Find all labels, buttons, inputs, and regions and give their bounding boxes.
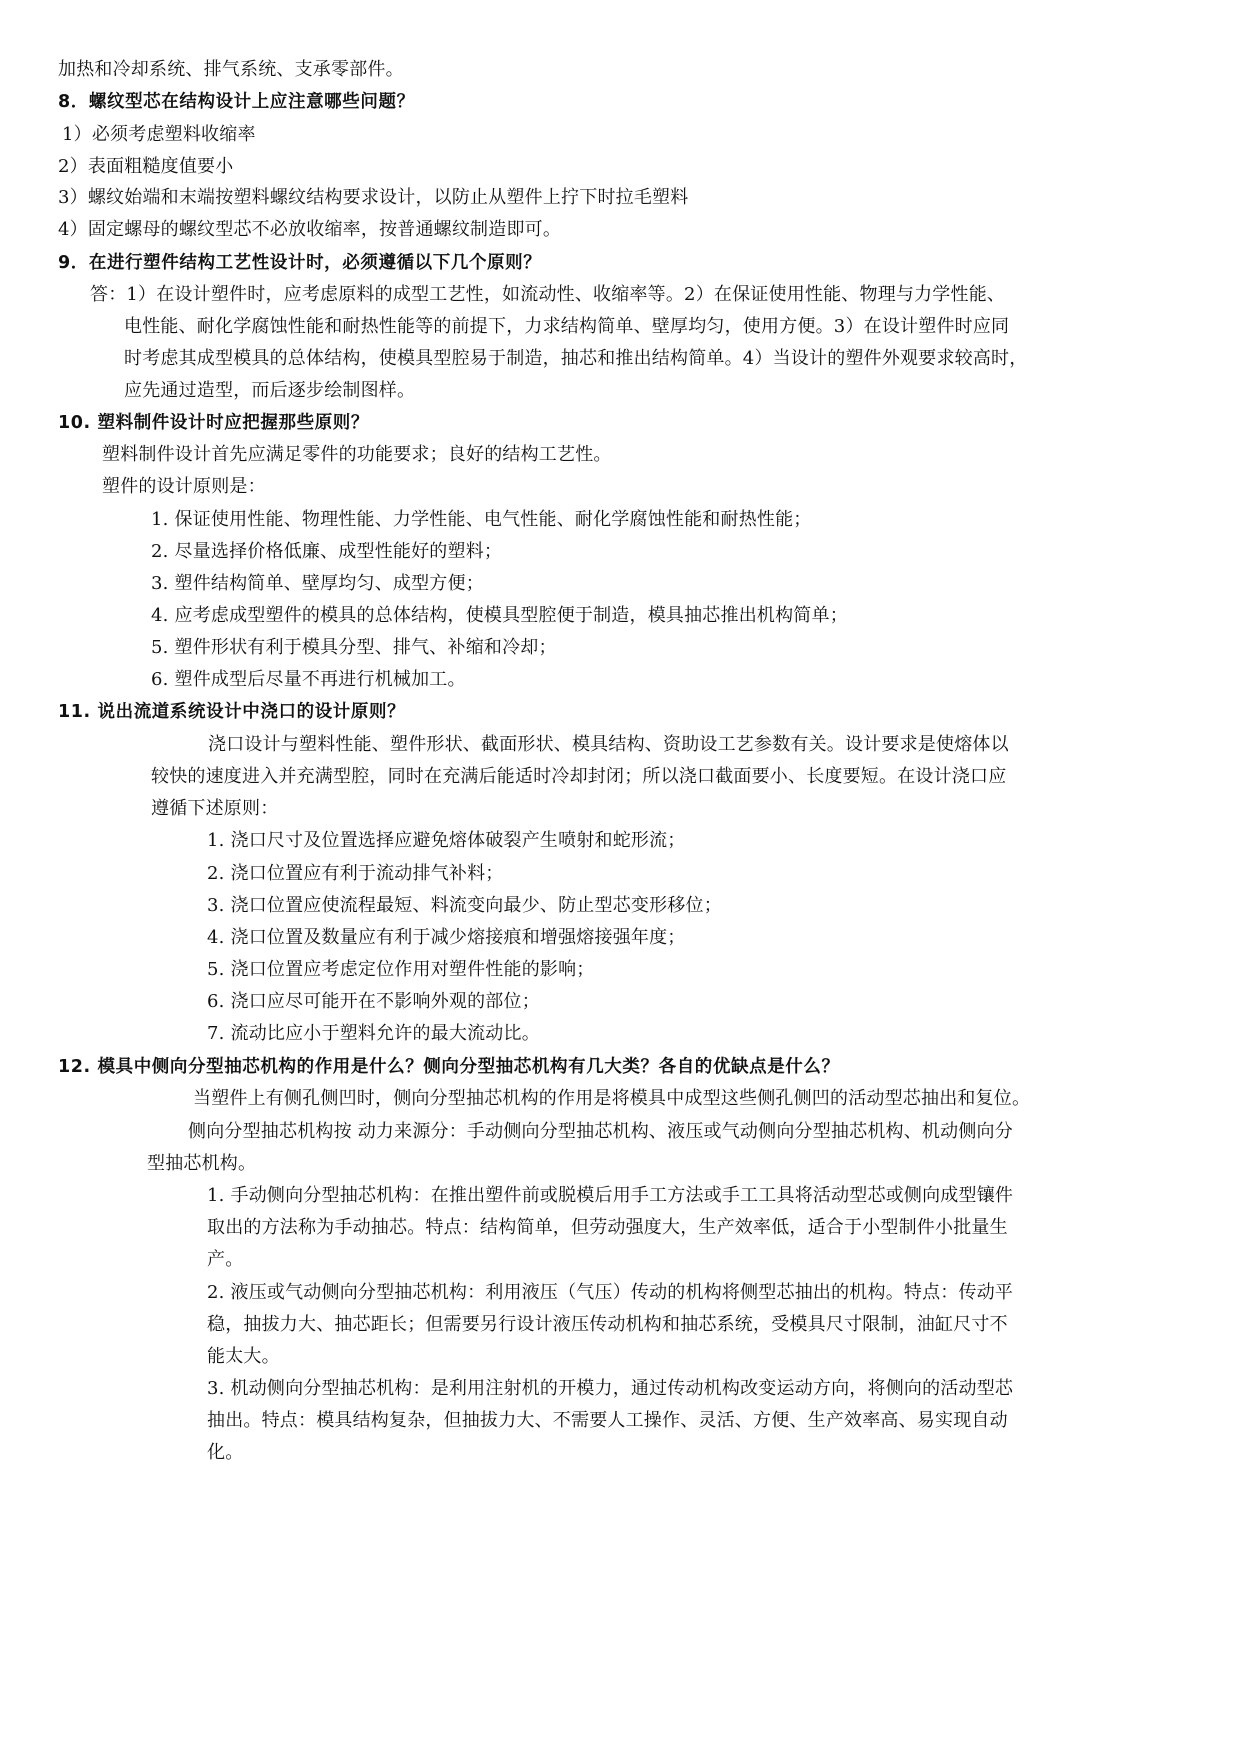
q8-item-4: 4）固定螺母的螺纹型芯不必放收缩率，按普通螺纹制造即可。 [58, 219, 562, 240]
q12-item-3-line-3: 化。 [207, 1442, 244, 1463]
q12-para-line-1: 当塑件上有侧孔侧凹时，侧向分型抽芯机构的作用是将模具中成型这些侧孔侧凹的活动型芯抽出和复位。 [193, 1088, 1031, 1109]
q10-item-2: 2. 尽量选择价格低廉、成型性能好的塑料； [151, 541, 503, 562]
q10-item-5: 5. 塑件形状有利于模具分型、排气、补缩和冷却； [151, 637, 557, 658]
q12-item-3-line-1: 3. 机动侧向分型抽芯机构：是利用注射机的开模力，通过传动机构改变运动方向，将侧向的活动型芯 [207, 1378, 1014, 1399]
q10-intro-1: 塑料制件设计首先应满足零件的功能要求；良好的结构工艺性。 [102, 444, 612, 465]
q9-answer-line-3: 时考虑其成型模具的总体结构，使模具型腔易于制造，抽芯和推出结构简单。4）当设计的塑件外观要求较高时， [124, 348, 1028, 369]
q11-item-6: 6. 浇口应尽可能开在不影响外观的部位； [207, 991, 540, 1012]
q11-item-7: 7. 流动比应小于塑料允许的最大流动比。 [207, 1023, 540, 1044]
question-9-title: 9．在进行塑件结构工艺性设计时，必须遵循以下几个原则？ [58, 253, 542, 273]
q12-para-line-2: 侧向分型抽芯机构按 动力来源分：手动侧向分型抽芯机构、液压或气动侧向分型抽芯机构、机动侧向分 [188, 1121, 1013, 1142]
q10-item-1: 1. 保证使用性能、物理性能、力学性能、电气性能、耐化学腐蚀性能和耐热性能； [151, 509, 812, 530]
intro-line: 加热和冷却系统、排气系统、支承零部件。 [58, 59, 404, 80]
q11-item-3: 3. 浇口位置应使流程最短、料流变向最少、防止型芯变形移位； [207, 895, 722, 916]
q11-para-line-1: 浇口设计与塑料性能、塑件形状、截面形状、模具结构、资助设工艺参数有关。设计要求是使熔体以 [208, 734, 1009, 755]
question-12-title: 12. 模具中侧向分型抽芯机构的作用是什么？侧向分型抽芯机构有几大类？各自的优缺点是什么？ [58, 1057, 840, 1077]
q9-answer-line-2: 电性能、耐化学腐蚀性能和耐热性能等的前提下，力求结构简单、壁厚均匀，使用方便。3）在设计塑件时应同 [124, 316, 1010, 337]
q12-item-1-line-1: 1. 手动侧向分型抽芯机构：在推出塑件前或脱模后用手工方法或手工工具将活动型芯或侧向成型镶件 [207, 1185, 1014, 1206]
question-10-title: 10. 塑料制件设计时应把握那些原则？ [58, 413, 369, 433]
q12-item-1-line-3: 产。 [207, 1249, 244, 1270]
q11-item-5: 5. 浇口位置应考虑定位作用对塑件性能的影响； [207, 959, 595, 980]
q11-para-line-2: 较快的速度进入并充满型腔，同时在充满后能适时冷却封闭；所以浇口截面要小、长度要短。在设计浇口应 [151, 766, 1007, 787]
q12-item-1-line-2: 取出的方法称为手动抽芯。特点：结构简单，但劳动强度大，生产效率低，适合于小型制件小批量生 [207, 1217, 1008, 1238]
q10-intro-2: 塑件的设计原则是： [102, 476, 266, 497]
question-11-title: 11. 说出流道系统设计中浇口的设计原则？ [58, 702, 406, 722]
question-8-title: 8．螺纹型芯在结构设计上应注意哪些问题？ [58, 92, 415, 112]
q10-item-3: 3. 塑件结构简单、壁厚均匀、成型方便； [151, 573, 484, 594]
q8-item-3: 3）螺纹始端和末端按塑料螺纹结构要求设计，以防止从塑件上拧下时拉毛塑料 [58, 187, 689, 208]
q9-answer-line-1: 答：1）在设计塑件时，应考虑原料的成型工艺性，如流动性、收缩率等。2）在保证使用性能、物理与力学性能、 [90, 284, 1006, 305]
q12-item-2-line-1: 2. 液压或气动侧向分型抽芯机构：利用液压（气压）传动的机构将侧型芯抽出的机构。特点：传动平 [207, 1282, 1014, 1303]
q12-item-2-line-3: 能太大。 [207, 1346, 280, 1367]
q10-item-6: 6. 塑件成型后尽量不再进行机械加工。 [151, 669, 466, 690]
q12-item-2-line-2: 稳，抽拔力大、抽芯距长；但需要另行设计液压传动机构和抽芯系统，受模具尺寸限制，油缸尺寸不 [207, 1314, 1008, 1335]
q11-item-2: 2. 浇口位置应有利于流动排气补料； [207, 863, 504, 884]
q10-item-4: 4. 应考虑成型塑件的模具的总体结构，使模具型腔便于制造，模具抽芯推出机构简单； [151, 605, 848, 626]
q11-item-4: 4. 浇口位置及数量应有利于减少熔接痕和增强熔接强年度； [207, 927, 686, 948]
q11-para-line-3: 遵循下述原则： [151, 798, 279, 819]
q11-item-1: 1. 浇口尺寸及位置选择应避免熔体破裂产生喷射和蛇形流； [207, 830, 686, 851]
q9-answer-line-4: 应先通过造型，而后逐步绘制图样。 [124, 380, 416, 401]
q8-item-2: 2）表面粗糙度值要小 [58, 156, 234, 177]
q8-item-1: 1）必须考虑塑料收缩率 [62, 124, 256, 145]
q12-item-3-line-2: 抽出。特点：模具结构复杂，但抽拔力大、不需要人工操作、灵活、方便、生产效率高、易实现自动 [207, 1410, 1008, 1431]
q12-para-line-3: 型抽芯机构。 [147, 1153, 257, 1174]
